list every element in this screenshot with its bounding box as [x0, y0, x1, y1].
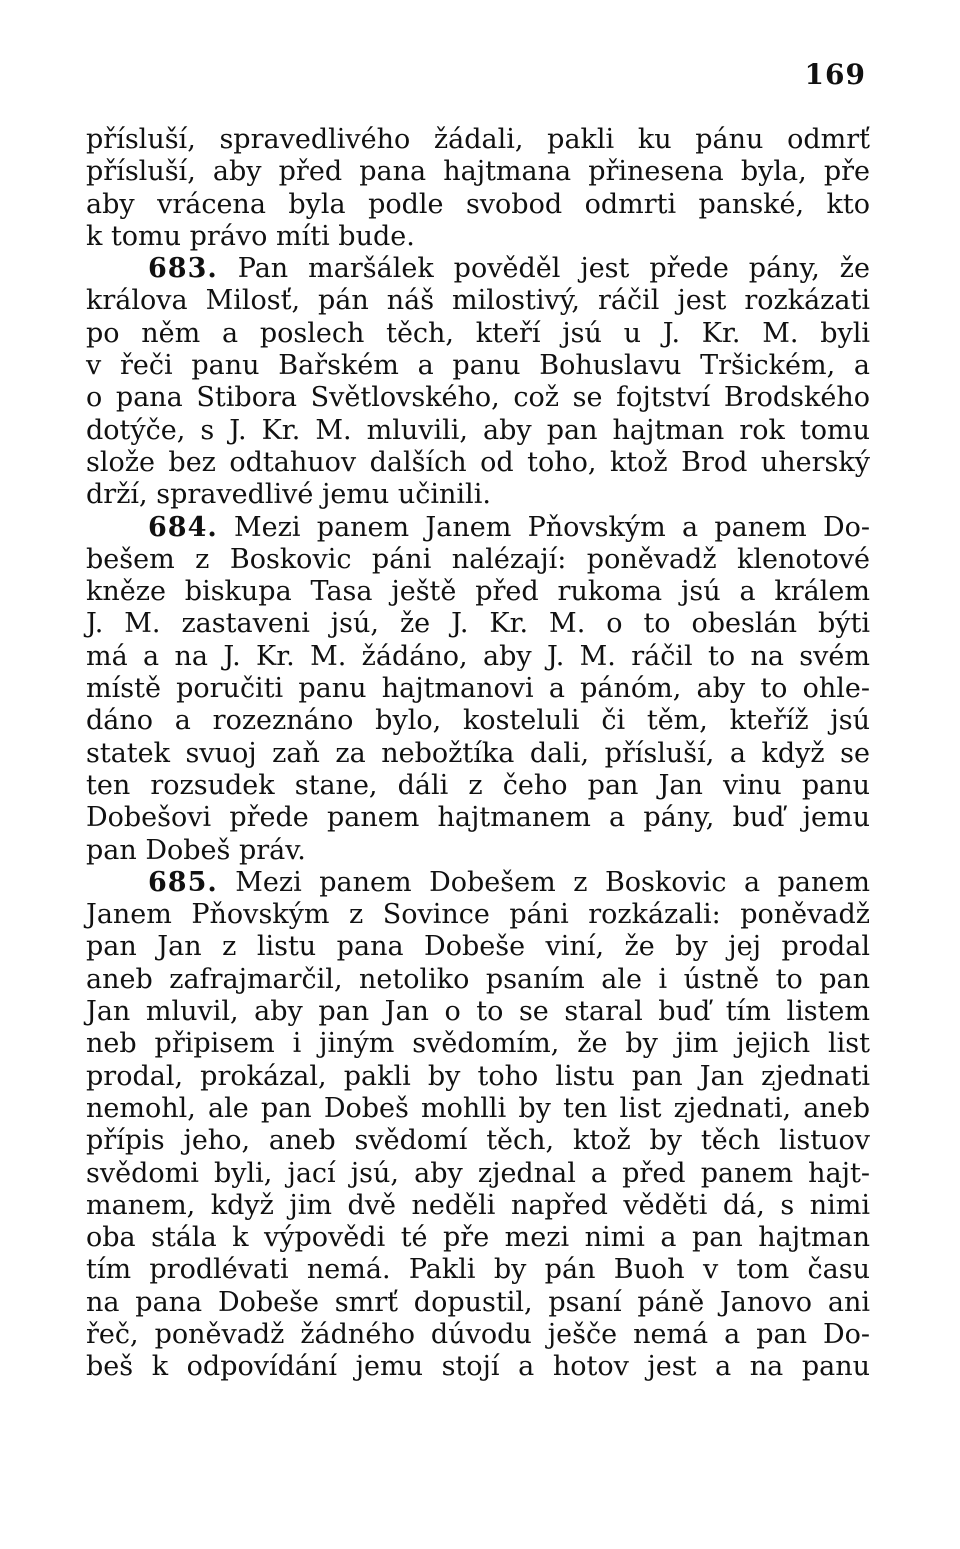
line-text: ten rozsudek stane, dáli z čeho pan Jan vinu panu [86, 769, 870, 801]
page-number: 169 [804, 58, 866, 91]
text-line [86, 447, 870, 479]
text-line [86, 1319, 870, 1351]
text-line [86, 964, 870, 996]
line-text: aby vrácena byla podle svobod odmrti panské, kto [86, 188, 870, 220]
text-line [86, 802, 870, 834]
line-text: slože bez odtahuov dalších od toho, ktož Brod uherský [86, 446, 870, 478]
line-text: přísluší, spravedlivého žádali, pakli ku pánu odmrť [86, 124, 870, 155]
text-line [86, 705, 870, 737]
text-line [86, 285, 870, 317]
text-line [86, 156, 870, 188]
line-text: dotýče, s J. Kr. M. mluvili, aby pan hajtman rok tomu [86, 414, 870, 446]
section-number: 683. [148, 253, 218, 285]
text-line [86, 1287, 870, 1319]
line-text: dáno a rozeznáno bylo, kosteluli či těm, kteříž jsú [86, 705, 870, 737]
line-text: o pana Stibora Světlovského, což se fojtství Brodského [86, 382, 870, 414]
text-line [86, 641, 870, 673]
section-start-line [86, 867, 870, 899]
text-line [86, 1351, 870, 1383]
line-text: v řeči panu Bařském a panu Bohuslavu Tršickém, a [86, 350, 870, 382]
text-line [86, 415, 870, 447]
text-line [86, 996, 870, 1028]
text-line [86, 1254, 870, 1286]
line-text: kněze biskupa Tasa ještě před rukoma jsú a králem [86, 576, 870, 608]
text-line [86, 382, 870, 414]
section-start-line [86, 253, 870, 285]
text-line [86, 124, 870, 156]
section-number: 685. [148, 866, 218, 898]
line-text: řeč, poněvadž žádného dúvodu ješče nemá a pan Do- [86, 1318, 870, 1350]
line-text: na pana Dobeše smrť dopustil, psaní páně Janovo ani [86, 1286, 870, 1318]
line-text: k tomu právo míti bude. [86, 220, 415, 252]
text-line [86, 899, 870, 931]
line-text: J. M. zastaveni jsú, že J. Kr. M. o to obeslán býti [86, 608, 870, 640]
line-text: tím prodlévati nemá. Pakli by pán Buoh v tom času [86, 1254, 870, 1286]
line-text: Janem Pňovským z Sovince páni rozkázali: poněvadž [86, 899, 870, 931]
line-text: prodal, prokázal, pakli by toho listu pan Jan zjednati [86, 1060, 870, 1092]
line-text: beš k odpovídání jemu stojí a hotov jest a na panu [86, 1351, 870, 1383]
text-line [86, 608, 870, 640]
text-line [86, 770, 870, 802]
line-text: Pan maršálek pověděl jest přede pány, že [217, 253, 870, 285]
line-text: svědomi byli, jací jsú, aby zjednal a před panem hajt- [86, 1157, 870, 1189]
line-text: po něm a poslech těch, kteří jsú u J. Kr. M. byli [86, 317, 870, 349]
text-line [86, 221, 870, 253]
line-text: přísluší, aby před pana hajtmana přinesena byla, pře [86, 156, 870, 188]
line-text: drží, spravedlivé jemu učinili. [86, 479, 491, 511]
text-line [86, 1190, 870, 1222]
line-text: nemohl, ale pan Dobeš mohlli by ten list zjednati, aneb [86, 1092, 870, 1124]
text-line [86, 189, 870, 221]
text-line [86, 1158, 870, 1190]
line-text: bešem z Boskovic páni nalézají: poněvadž klenotové [86, 543, 870, 575]
text-line [86, 1061, 870, 1093]
text-line [86, 318, 870, 350]
text-line [86, 1222, 870, 1254]
line-text: manem, když jim dvě neděli napřed věděti dá, s nimi [86, 1189, 870, 1221]
line-text: přípis jeho, aneb svědomí těch, ktož by těch listuov [86, 1125, 870, 1157]
text-line [86, 350, 870, 382]
text-line [86, 673, 870, 705]
text-line [86, 576, 870, 608]
text-line [86, 1125, 870, 1157]
line-text: statek svuoj zaň za nebožtíka dali, přísluší, a když se [86, 737, 870, 769]
text-line [86, 835, 870, 867]
line-text: místě poručiti panu hajtmanovi a pánóm, aby to ohle- [86, 673, 870, 705]
line-text: má a na J. Kr. M. žádáno, aby J. M. ráčil to na svém [86, 640, 870, 672]
line-text: pan Dobeš práv. [86, 834, 306, 866]
text-line [86, 1028, 870, 1060]
text-line [86, 544, 870, 576]
line-text: králova Milosť, pán náš milostivý, ráčil jest rozkázati [86, 285, 870, 317]
line-text: pan Jan z listu pana Dobeše viní, že by jej prodal [86, 931, 870, 963]
line-text: Mezi panem Janem Pňovským a panem Do- [217, 511, 870, 543]
text-line [86, 738, 870, 770]
line-text: oba stála k výpovědi té pře mezi nimi a pan hajtman [86, 1222, 870, 1254]
section-start-line [86, 512, 870, 544]
text-line [86, 1093, 870, 1125]
line-text: Mezi panem Dobešem z Boskovic a panem [217, 866, 870, 898]
line-text: neb připisem i jiným svědomím, že by jim jejich list [86, 1028, 870, 1060]
line-text: Jan mluvil, aby pan Jan o to se staral buď tím listem [86, 996, 870, 1028]
line-text: aneb zafrajmarčil, netoliko psaním ale i ústně to pan [86, 963, 870, 995]
body-text [86, 124, 870, 1384]
text-line [86, 931, 870, 963]
section-number: 684. [148, 511, 218, 543]
line-text: Dobešovi přede panem hajtmanem a pány, buď jemu [86, 802, 870, 834]
text-line [86, 479, 870, 511]
